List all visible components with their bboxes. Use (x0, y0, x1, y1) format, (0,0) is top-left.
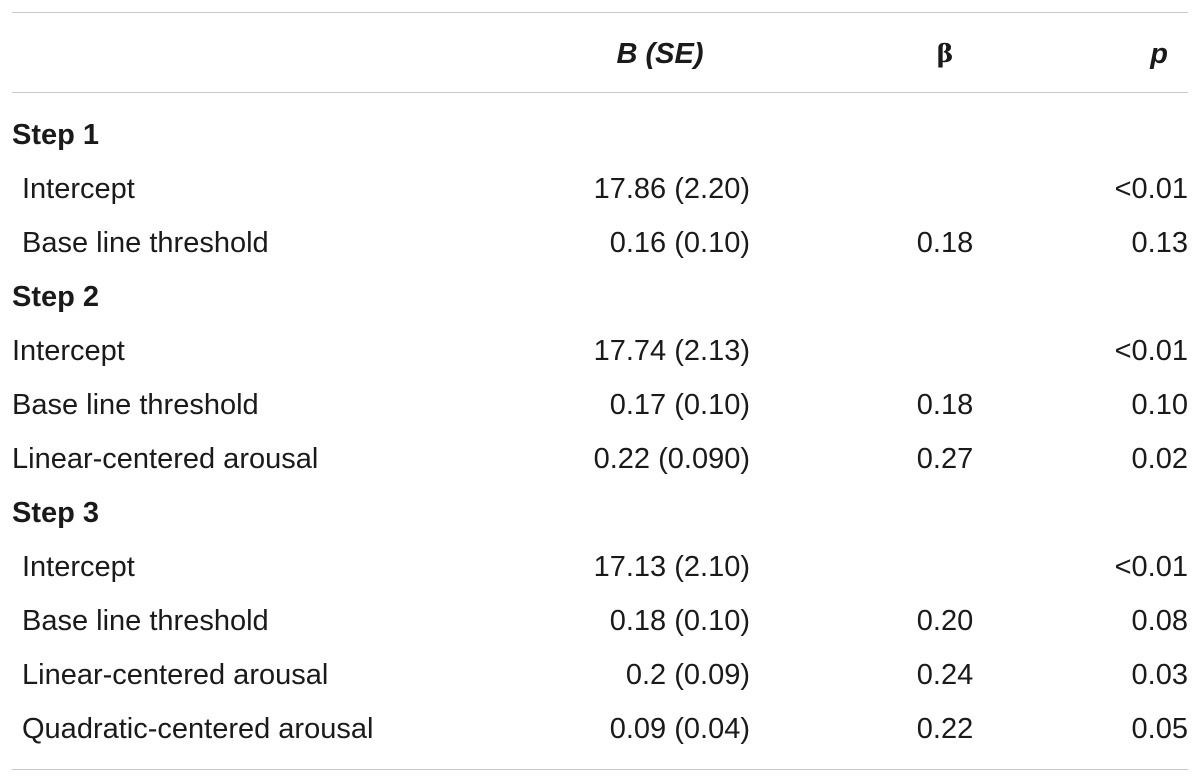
cell-b-se: 0.18 (0.10) (609, 605, 750, 637)
cell-b-se: 0.09 (0.04) (609, 713, 750, 745)
cell-beta: 0.18 (916, 389, 974, 421)
table-bottom-rule (12, 769, 1188, 770)
cell-p: 0.08 (1131, 605, 1188, 637)
header-rule (12, 92, 1188, 93)
cell-p: 0.05 (1131, 713, 1188, 745)
column-header-beta: β (936, 39, 954, 68)
row-label: Base line threshold (22, 605, 269, 637)
table-row (0, 162, 1200, 216)
cell-p: <0.01 (1114, 173, 1188, 205)
step-heading-row (0, 108, 1200, 162)
row-label: Intercept (22, 173, 135, 205)
cell-p: 0.02 (1131, 443, 1188, 475)
cell-b-se: 0.2 (0.09) (625, 659, 750, 691)
cell-b-se: 17.13 (2.10) (593, 551, 750, 583)
column-header-p: p (1150, 38, 1168, 70)
row-label: Quadratic-centered arousal (22, 713, 374, 745)
row-label: Linear-centered arousal (12, 443, 319, 475)
cell-b-se: 17.74 (2.13) (593, 335, 750, 367)
cell-beta: 0.18 (916, 227, 974, 259)
cell-b-se: 0.22 (0.090) (593, 443, 750, 475)
cell-beta: 0.22 (916, 713, 974, 745)
table-row (0, 648, 1200, 702)
step-label: Step 2 (12, 281, 100, 313)
row-label: Base line threshold (22, 227, 269, 259)
cell-p: <0.01 (1114, 551, 1188, 583)
step-label: Step 3 (12, 497, 100, 529)
table-row (0, 324, 1200, 378)
cell-p: <0.01 (1114, 335, 1188, 367)
cell-beta: 0.20 (916, 605, 974, 637)
table-row (0, 216, 1200, 270)
table-top-rule (12, 12, 1188, 13)
cell-b-se: 0.16 (0.10) (609, 227, 750, 259)
table-row (0, 702, 1200, 756)
column-header-b-se: B (SE) (616, 38, 704, 70)
step-label: Step 1 (12, 119, 100, 151)
cell-p: 0.10 (1131, 389, 1188, 421)
cell-b-se: 17.86 (2.20) (593, 173, 750, 205)
table-row (0, 540, 1200, 594)
row-label: Linear-centered arousal (22, 659, 329, 691)
cell-beta: 0.24 (916, 659, 974, 691)
row-label: Intercept (22, 551, 135, 583)
step-heading-row (0, 270, 1200, 324)
table-row (0, 594, 1200, 648)
row-label: Intercept (12, 335, 125, 367)
cell-beta: 0.27 (916, 443, 974, 475)
cell-p: 0.03 (1131, 659, 1188, 691)
row-label: Base line threshold (12, 389, 259, 421)
cell-b-se: 0.17 (0.10) (609, 389, 750, 421)
step-heading-row (0, 486, 1200, 540)
cell-p: 0.13 (1131, 227, 1188, 259)
table-row (0, 378, 1200, 432)
table-row (0, 432, 1200, 486)
